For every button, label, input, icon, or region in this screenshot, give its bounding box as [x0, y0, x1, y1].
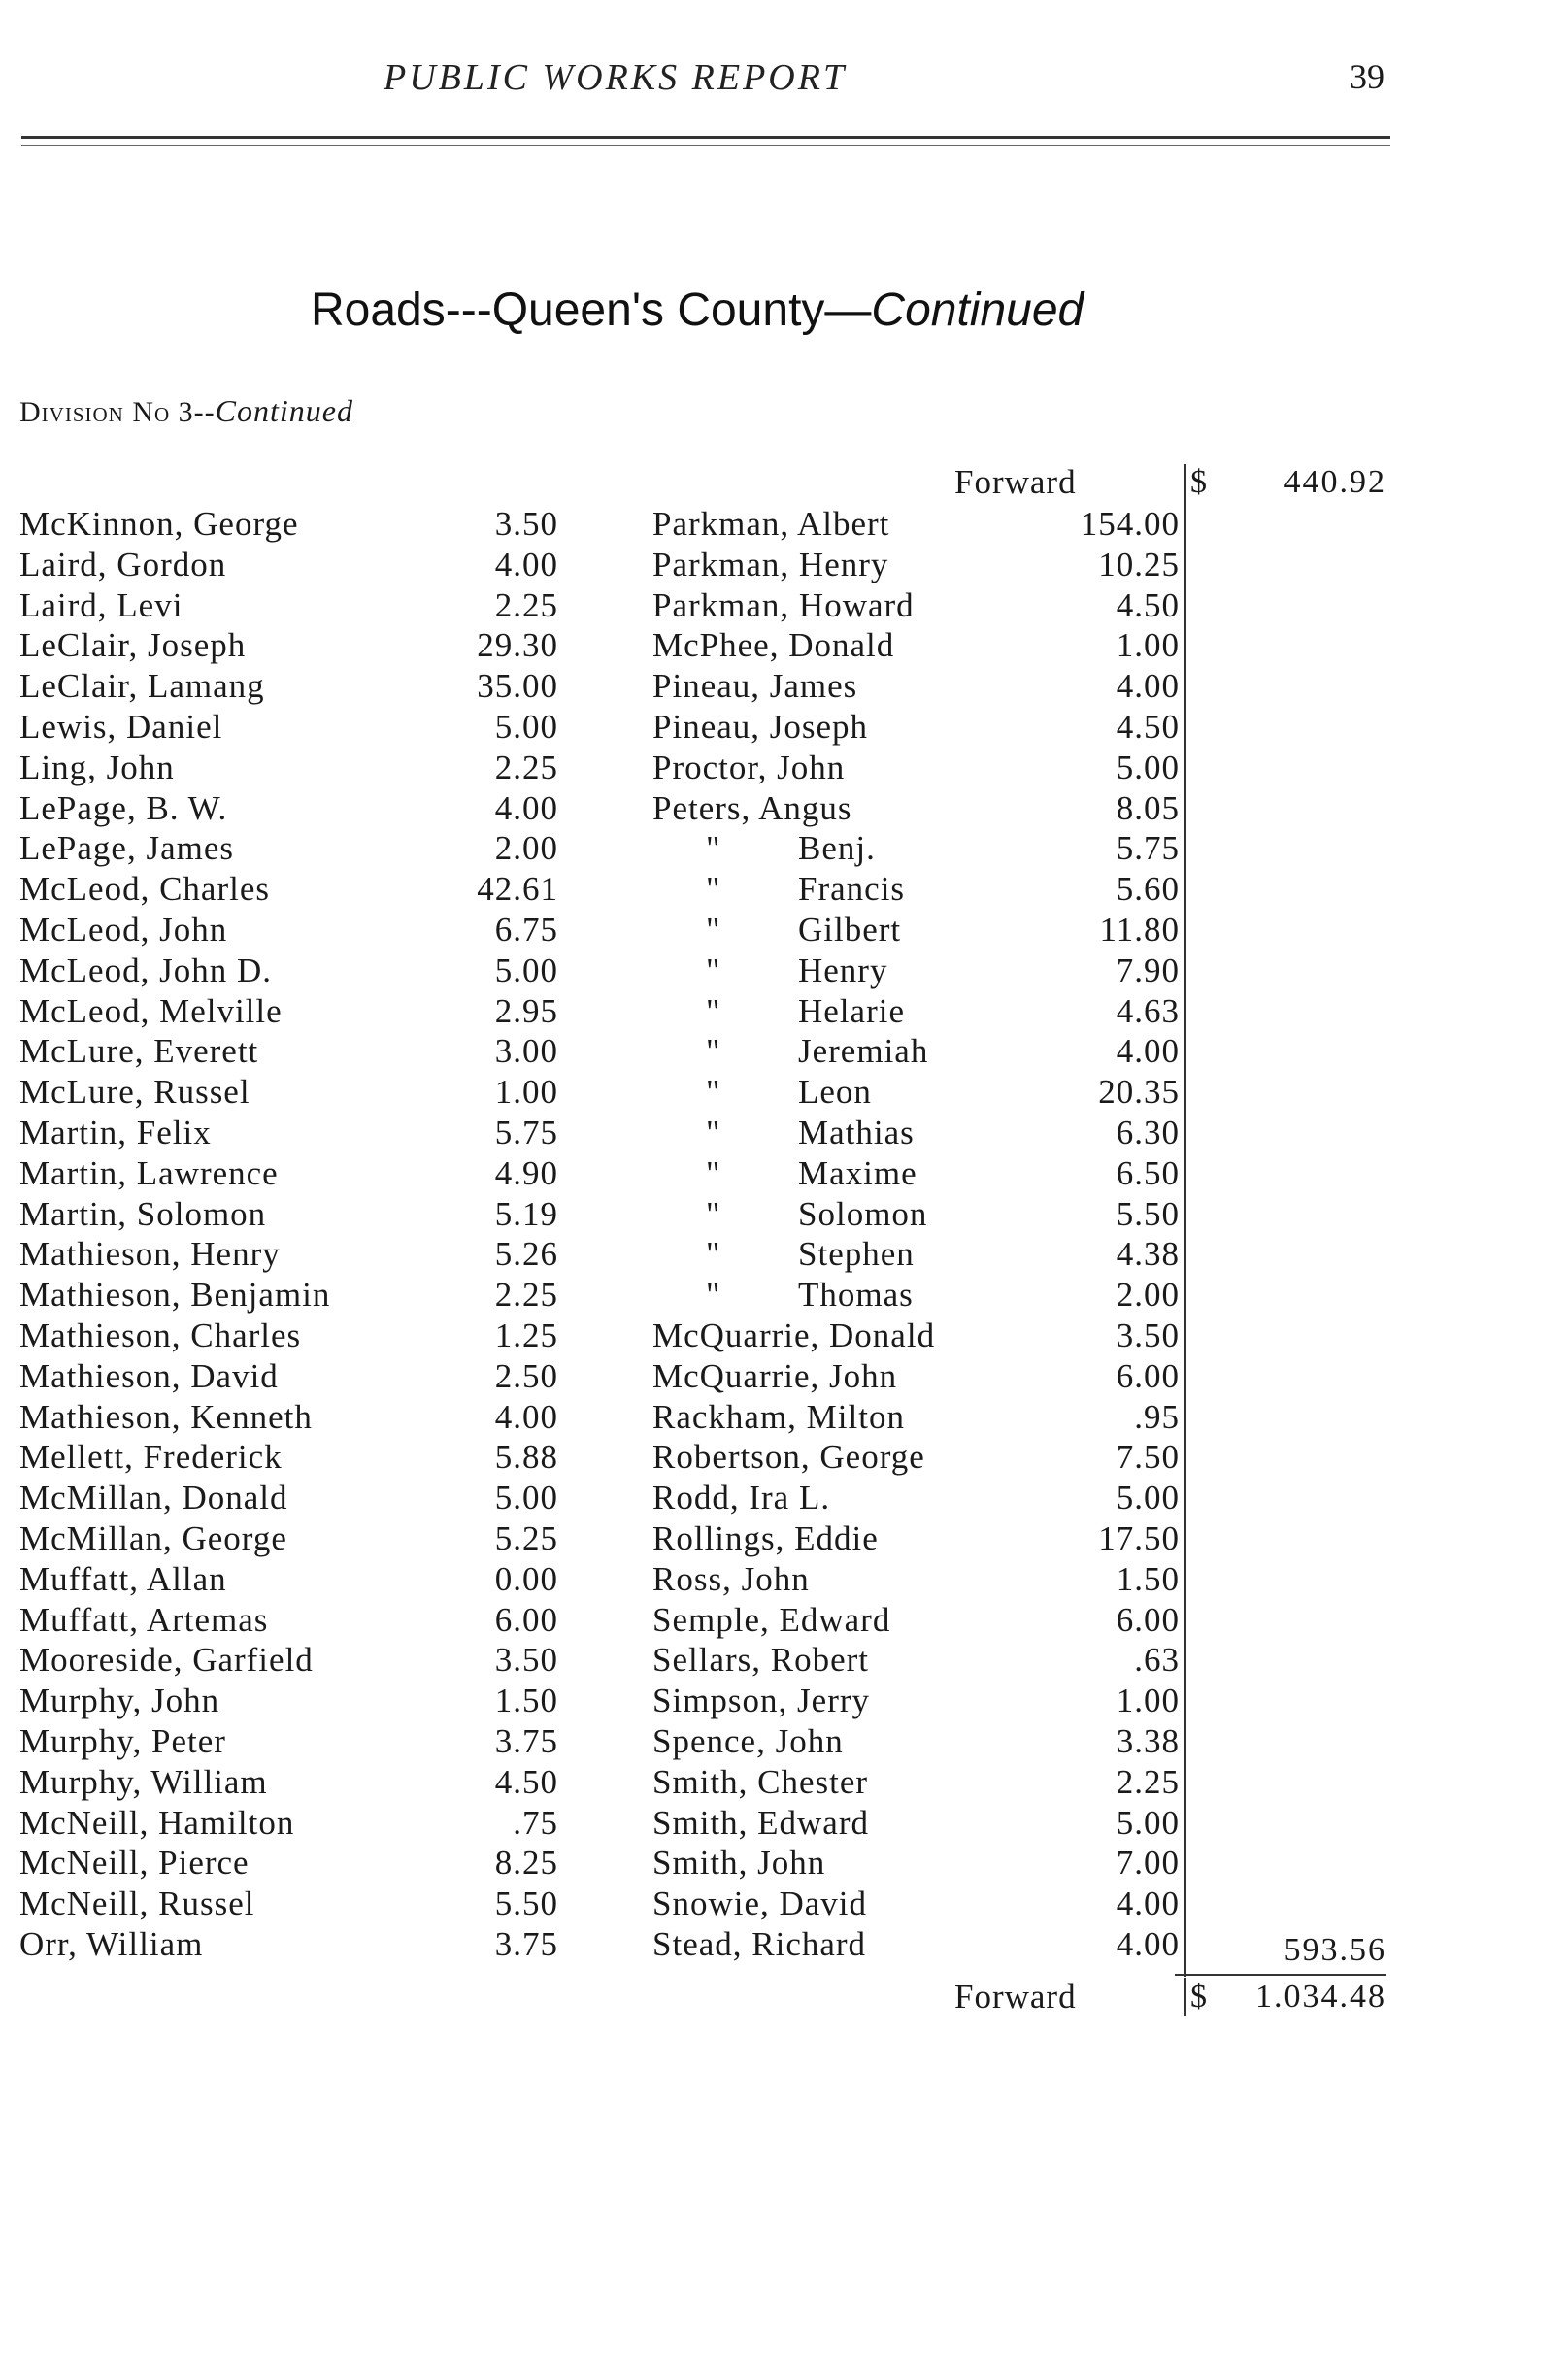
- entry-name: Semple, Edward: [652, 1600, 891, 1639]
- list-item: [19, 586, 558, 627]
- header-rule-thin: [21, 145, 1390, 146]
- list-item: [19, 911, 558, 951]
- entry-amount: 5.25: [494, 1519, 558, 1557]
- entry-name: Rackham, Milton: [652, 1397, 905, 1436]
- entry-amount: 5.50: [494, 1884, 558, 1923]
- ditto-mark: ": [706, 911, 721, 949]
- entry-amount: 4.50: [1116, 708, 1180, 746]
- entry-name: Stephen: [798, 1235, 915, 1274]
- ditto-mark: ": [706, 1073, 721, 1112]
- entry-name: Parkman, Howard: [652, 585, 915, 624]
- entry-amount: .63: [1134, 1641, 1180, 1680]
- entry-amount: 10.25: [1098, 545, 1180, 583]
- list-item: [19, 1601, 558, 1642]
- list-item: [19, 1722, 558, 1763]
- list-item: [652, 951, 1180, 992]
- entry-name: Martin, Lawrence: [19, 1153, 279, 1192]
- header-rule: [21, 136, 1390, 139]
- entry-amount: 4.00: [1116, 1925, 1180, 1963]
- entry-name: Leon: [798, 1073, 872, 1112]
- entry-name: Henry: [798, 950, 888, 989]
- list-item: [652, 1641, 1180, 1682]
- entry-amount: 2.50: [494, 1356, 558, 1395]
- entry-name: Spence, John: [652, 1722, 844, 1760]
- list-item: [652, 1519, 1180, 1560]
- ditto-mark: ": [706, 1276, 721, 1315]
- forward-bottom-label: Forward: [954, 1978, 1077, 2016]
- entry-amount: 4.00: [1116, 667, 1180, 706]
- ditto-mark: ": [706, 991, 721, 1030]
- list-item: [19, 1032, 558, 1073]
- entry-name: McLeod, Charles: [19, 870, 270, 909]
- ditto-mark: ": [706, 1235, 721, 1274]
- list-item: [652, 911, 1180, 951]
- entry-name: Stead, Richard: [652, 1925, 867, 1963]
- entry-name: Maxime: [798, 1153, 917, 1192]
- entry-name: Mathieson, Charles: [19, 1316, 302, 1354]
- entry-amount: 8.05: [1116, 788, 1180, 827]
- entry-amount: 3.75: [494, 1722, 558, 1760]
- entry-name: LePage, B. W.: [19, 788, 228, 827]
- entry-amount: 4.63: [1116, 991, 1180, 1030]
- forward-bottom-amount: 1.034.48: [1255, 1979, 1386, 2015]
- ditto-mark: ": [706, 829, 721, 868]
- list-item: [19, 546, 558, 586]
- list-item: [19, 1682, 558, 1722]
- list-item: [652, 1925, 1180, 1966]
- list-item: [19, 1925, 558, 1966]
- forward-top-dollar: $: [1190, 464, 1207, 500]
- division-heading: [19, 393, 353, 429]
- list-item: [652, 1235, 1180, 1276]
- list-item: [652, 992, 1180, 1033]
- column-rule-bottom: [1184, 1978, 1186, 2016]
- list-item: [652, 789, 1180, 830]
- list-item: [652, 1601, 1180, 1642]
- entry-name: Mathieson, Henry: [19, 1235, 281, 1274]
- entry-amount: 5.00: [494, 950, 558, 989]
- entry-name: Mathias: [798, 1114, 915, 1151]
- entry-name: Snowie, David: [652, 1884, 868, 1923]
- entry-name: Mathieson, David: [19, 1356, 279, 1395]
- entry-name: Murphy, John: [19, 1682, 220, 1720]
- ditto-mark: ": [706, 1114, 721, 1151]
- list-item: [19, 992, 558, 1033]
- list-item: [19, 951, 558, 992]
- entry-name: Rollings, Eddie: [652, 1519, 879, 1557]
- ditto-mark: ": [706, 870, 721, 909]
- list-item: [19, 1114, 558, 1154]
- entry-name: Smith, Chester: [652, 1762, 869, 1801]
- entry-name: McMillan, George: [19, 1519, 287, 1557]
- list-item: [19, 1438, 558, 1479]
- list-item: [652, 546, 1180, 586]
- entry-amount: 1.00: [494, 1073, 558, 1112]
- list-item: [19, 1154, 558, 1195]
- entry-name: Jeremiah: [798, 1032, 929, 1071]
- list-item: [652, 1438, 1180, 1479]
- page-header: [0, 56, 1568, 105]
- entry-amount: 4.50: [1116, 585, 1180, 624]
- entry-amount: 5.00: [1116, 748, 1180, 786]
- section-title-main: Roads---Queen's County—: [311, 284, 872, 336]
- entry-name: Lewis, Daniel: [19, 708, 223, 746]
- list-item: [19, 749, 558, 789]
- entry-name: Orr, William: [19, 1925, 204, 1963]
- entry-name: Pineau, Joseph: [652, 708, 869, 746]
- entry-amount: .95: [1134, 1397, 1180, 1436]
- list-item: [19, 708, 558, 749]
- entry-name: Benj.: [798, 829, 876, 868]
- division-continued: Continued: [215, 393, 353, 428]
- entry-amount: 3.38: [1116, 1722, 1180, 1760]
- entry-name: Mathieson, Kenneth: [19, 1397, 313, 1436]
- column-rule-top: [1184, 464, 1186, 1977]
- entry-amount: 2.00: [1116, 1276, 1180, 1315]
- entry-amount: 29.30: [477, 626, 558, 665]
- entry-amount: 6.75: [494, 911, 558, 949]
- list-item: [652, 1884, 1180, 1925]
- list-item: [652, 1195, 1180, 1236]
- section-title-continued: Continued: [871, 284, 1084, 336]
- list-item: [19, 667, 558, 708]
- list-item: [652, 626, 1180, 667]
- entry-amount: 17.50: [1098, 1519, 1180, 1557]
- entry-name: Murphy, Peter: [19, 1722, 226, 1760]
- entry-amount: 4.00: [494, 788, 558, 827]
- entry-amount: 8.25: [494, 1844, 558, 1883]
- list-item: [652, 1316, 1180, 1357]
- entry-amount: 5.00: [494, 1479, 558, 1517]
- entry-name: McQuarrie, John: [652, 1356, 898, 1395]
- list-item: [652, 667, 1180, 708]
- list-item: [19, 1316, 558, 1357]
- list-item: [652, 1479, 1180, 1519]
- entry-amount: 4.38: [1116, 1235, 1180, 1274]
- entry-name: Parkman, Albert: [652, 505, 890, 543]
- entry-name: Martin, Felix: [19, 1114, 212, 1151]
- entry-amount: 4.00: [1116, 1884, 1180, 1923]
- entry-name: McLeod, John D.: [19, 950, 272, 989]
- entry-name: Peters, Angus: [652, 788, 852, 827]
- entry-name: LeClair, Joseph: [19, 626, 247, 665]
- entry-name: Mooreside, Garfield: [19, 1641, 314, 1680]
- list-item: [652, 505, 1180, 546]
- entry-name: Ross, John: [652, 1559, 810, 1598]
- forward-top-label: Forward: [954, 463, 1077, 501]
- entry-amount: 1.25: [494, 1316, 558, 1354]
- forward-top-amount: 440.92: [1284, 464, 1386, 500]
- section-title: [311, 283, 1084, 337]
- entry-amount: 4.00: [494, 545, 558, 583]
- entry-name: Smith, Edward: [652, 1803, 869, 1842]
- entry-amount: 5.50: [1116, 1194, 1180, 1233]
- list-item: [19, 1195, 558, 1236]
- entry-name: Muffatt, Artemas: [19, 1600, 269, 1639]
- entry-name: McQuarrie, Donald: [652, 1316, 936, 1354]
- entry-name: Laird, Gordon: [19, 545, 227, 583]
- entry-amount: 4.50: [494, 1762, 558, 1801]
- list-item: [19, 870, 558, 911]
- entry-amount: 5.26: [494, 1235, 558, 1274]
- entry-amount: 5.75: [1116, 829, 1180, 868]
- list-item: [19, 1398, 558, 1439]
- entry-amount: 1.00: [1116, 1682, 1180, 1720]
- entry-amount: 1.50: [1116, 1559, 1180, 1598]
- entry-name: McMillan, Donald: [19, 1479, 288, 1517]
- entry-amount: 6.00: [1116, 1356, 1180, 1395]
- entry-name: Mathieson, Benjamin: [19, 1276, 331, 1315]
- list-item: [652, 870, 1180, 911]
- entry-amount: 20.35: [1098, 1073, 1180, 1112]
- list-item: [19, 1073, 558, 1114]
- entry-amount: 1.00: [1116, 626, 1180, 665]
- entry-name: Smith, John: [652, 1844, 826, 1883]
- entry-amount: 7.50: [1116, 1438, 1180, 1477]
- list-item: [652, 1114, 1180, 1154]
- forward-bottom-dollar: $: [1190, 1979, 1207, 2015]
- list-item: [652, 1682, 1180, 1722]
- entry-amount: 6.00: [1116, 1600, 1180, 1639]
- entry-name: Laird, Levi: [19, 585, 183, 624]
- entry-amount: 5.00: [494, 708, 558, 746]
- division-label: Division No 3--: [19, 396, 216, 428]
- ditto-mark: ": [706, 1153, 721, 1192]
- entry-amount: 6.00: [494, 1600, 558, 1639]
- entry-name: Proctor, John: [652, 748, 846, 786]
- entry-amount: 4.00: [494, 1397, 558, 1436]
- list-item: [19, 1884, 558, 1925]
- list-item: [19, 505, 558, 546]
- ditto-mark: ": [706, 1194, 721, 1233]
- entry-name: Parkman, Henry: [652, 545, 889, 583]
- entry-amount: 3.00: [494, 1032, 558, 1071]
- list-item: [19, 1276, 558, 1316]
- entry-amount: 2.25: [494, 748, 558, 786]
- list-item: [19, 1844, 558, 1884]
- entry-amount: 1.50: [494, 1682, 558, 1720]
- list-item: [19, 1357, 558, 1398]
- entry-amount: 5.19: [494, 1194, 558, 1233]
- entry-name: McLeod, Melville: [19, 991, 283, 1030]
- entry-name: Simpson, Jerry: [652, 1682, 870, 1720]
- entry-name: Sellars, Robert: [652, 1641, 870, 1680]
- entry-amount: 3.50: [494, 1641, 558, 1680]
- list-item: [19, 1804, 558, 1845]
- list-item: [652, 1154, 1180, 1195]
- list-item: [19, 1763, 558, 1804]
- entry-amount: 6.50: [1116, 1153, 1180, 1192]
- list-item: [19, 1560, 558, 1601]
- list-item: [652, 1560, 1180, 1601]
- entry-amount: 6.30: [1116, 1114, 1180, 1151]
- entry-name: Solomon: [798, 1194, 928, 1233]
- list-item: [652, 1763, 1180, 1804]
- entry-name: Muffatt, Allan: [19, 1559, 227, 1598]
- entry-name: LePage, James: [19, 829, 234, 868]
- list-item: [19, 1519, 558, 1560]
- entry-amount: 11.80: [1099, 911, 1180, 949]
- entry-amount: 154.00: [1080, 505, 1180, 543]
- entry-name: McNeill, Pierce: [19, 1844, 250, 1883]
- entry-amount: 42.61: [477, 870, 558, 909]
- list-item: [652, 1722, 1180, 1763]
- list-item: [19, 1479, 558, 1519]
- ditto-mark: ": [706, 1032, 721, 1071]
- entry-name: LeClair, Lamang: [19, 667, 265, 706]
- list-item: [652, 586, 1180, 627]
- entry-amount: 5.00: [1116, 1803, 1180, 1842]
- entry-name: Murphy, William: [19, 1762, 268, 1801]
- entry-amount: 5.60: [1116, 870, 1180, 909]
- entry-name: Rodd, Ira L.: [652, 1479, 831, 1517]
- list-item: [652, 829, 1180, 870]
- entry-name: McNeill, Russel: [19, 1884, 255, 1923]
- entry-name: Pineau, James: [652, 667, 858, 706]
- list-item: [19, 626, 558, 667]
- entry-amount: 3.50: [494, 505, 558, 543]
- entry-amount: 2.95: [494, 991, 558, 1030]
- subtotal-rule: [1175, 1974, 1386, 1976]
- list-item: [652, 1073, 1180, 1114]
- entry-amount: 5.75: [494, 1114, 558, 1151]
- list-item: [652, 1804, 1180, 1845]
- entry-amount: 2.25: [494, 1276, 558, 1315]
- entry-name: Mellett, Frederick: [19, 1438, 283, 1477]
- list-item: [652, 749, 1180, 789]
- ditto-mark: ": [706, 950, 721, 989]
- entry-name: McNeill, Hamilton: [19, 1803, 295, 1842]
- entry-name: Martin, Solomon: [19, 1194, 267, 1233]
- list-item: [19, 1235, 558, 1276]
- list-item: [652, 1844, 1180, 1884]
- entry-amount: 2.25: [1116, 1762, 1180, 1801]
- list-item: [652, 1276, 1180, 1316]
- entry-name: McLure, Russel: [19, 1073, 250, 1112]
- entry-amount: 0.00: [494, 1559, 558, 1598]
- entry-name: Helarie: [798, 991, 905, 1030]
- entry-amount: 2.25: [494, 585, 558, 624]
- entry-amount: 7.90: [1116, 950, 1180, 989]
- list-item: [652, 1357, 1180, 1398]
- entry-name: McPhee, Donald: [652, 626, 895, 665]
- entry-name: Thomas: [798, 1276, 914, 1315]
- entry-name: Ling, John: [19, 748, 175, 786]
- entry-name: McLure, Everett: [19, 1032, 259, 1071]
- entry-amount: 35.00: [477, 667, 558, 706]
- list-item: [652, 1032, 1180, 1073]
- entry-amount: 3.75: [494, 1925, 558, 1963]
- entry-amount: 5.00: [1116, 1479, 1180, 1517]
- page-number: 39: [1350, 57, 1385, 96]
- entry-name: McLeod, John: [19, 911, 228, 949]
- entry-name: Francis: [798, 870, 906, 909]
- entry-name: Gilbert: [798, 911, 902, 949]
- running-title: PUBLIC WORKS REPORT: [384, 57, 848, 98]
- list-item: [652, 708, 1180, 749]
- list-item: [19, 829, 558, 870]
- entry-amount: 3.50: [1116, 1316, 1180, 1354]
- entry-amount: 2.00: [494, 829, 558, 868]
- list-item: [19, 789, 558, 830]
- list-item: [652, 1398, 1180, 1439]
- entry-amount: 4.00: [1116, 1032, 1180, 1071]
- entry-name: Robertson, George: [652, 1438, 925, 1477]
- page-subtotal: 593.56: [1284, 1932, 1386, 1968]
- entry-amount: .75: [513, 1803, 558, 1842]
- entry-amount: 4.90: [494, 1153, 558, 1192]
- entry-amount: 7.00: [1116, 1844, 1180, 1883]
- entry-name: McKinnon, George: [19, 505, 299, 543]
- entry-amount: 5.88: [494, 1438, 558, 1477]
- list-item: [19, 1641, 558, 1682]
